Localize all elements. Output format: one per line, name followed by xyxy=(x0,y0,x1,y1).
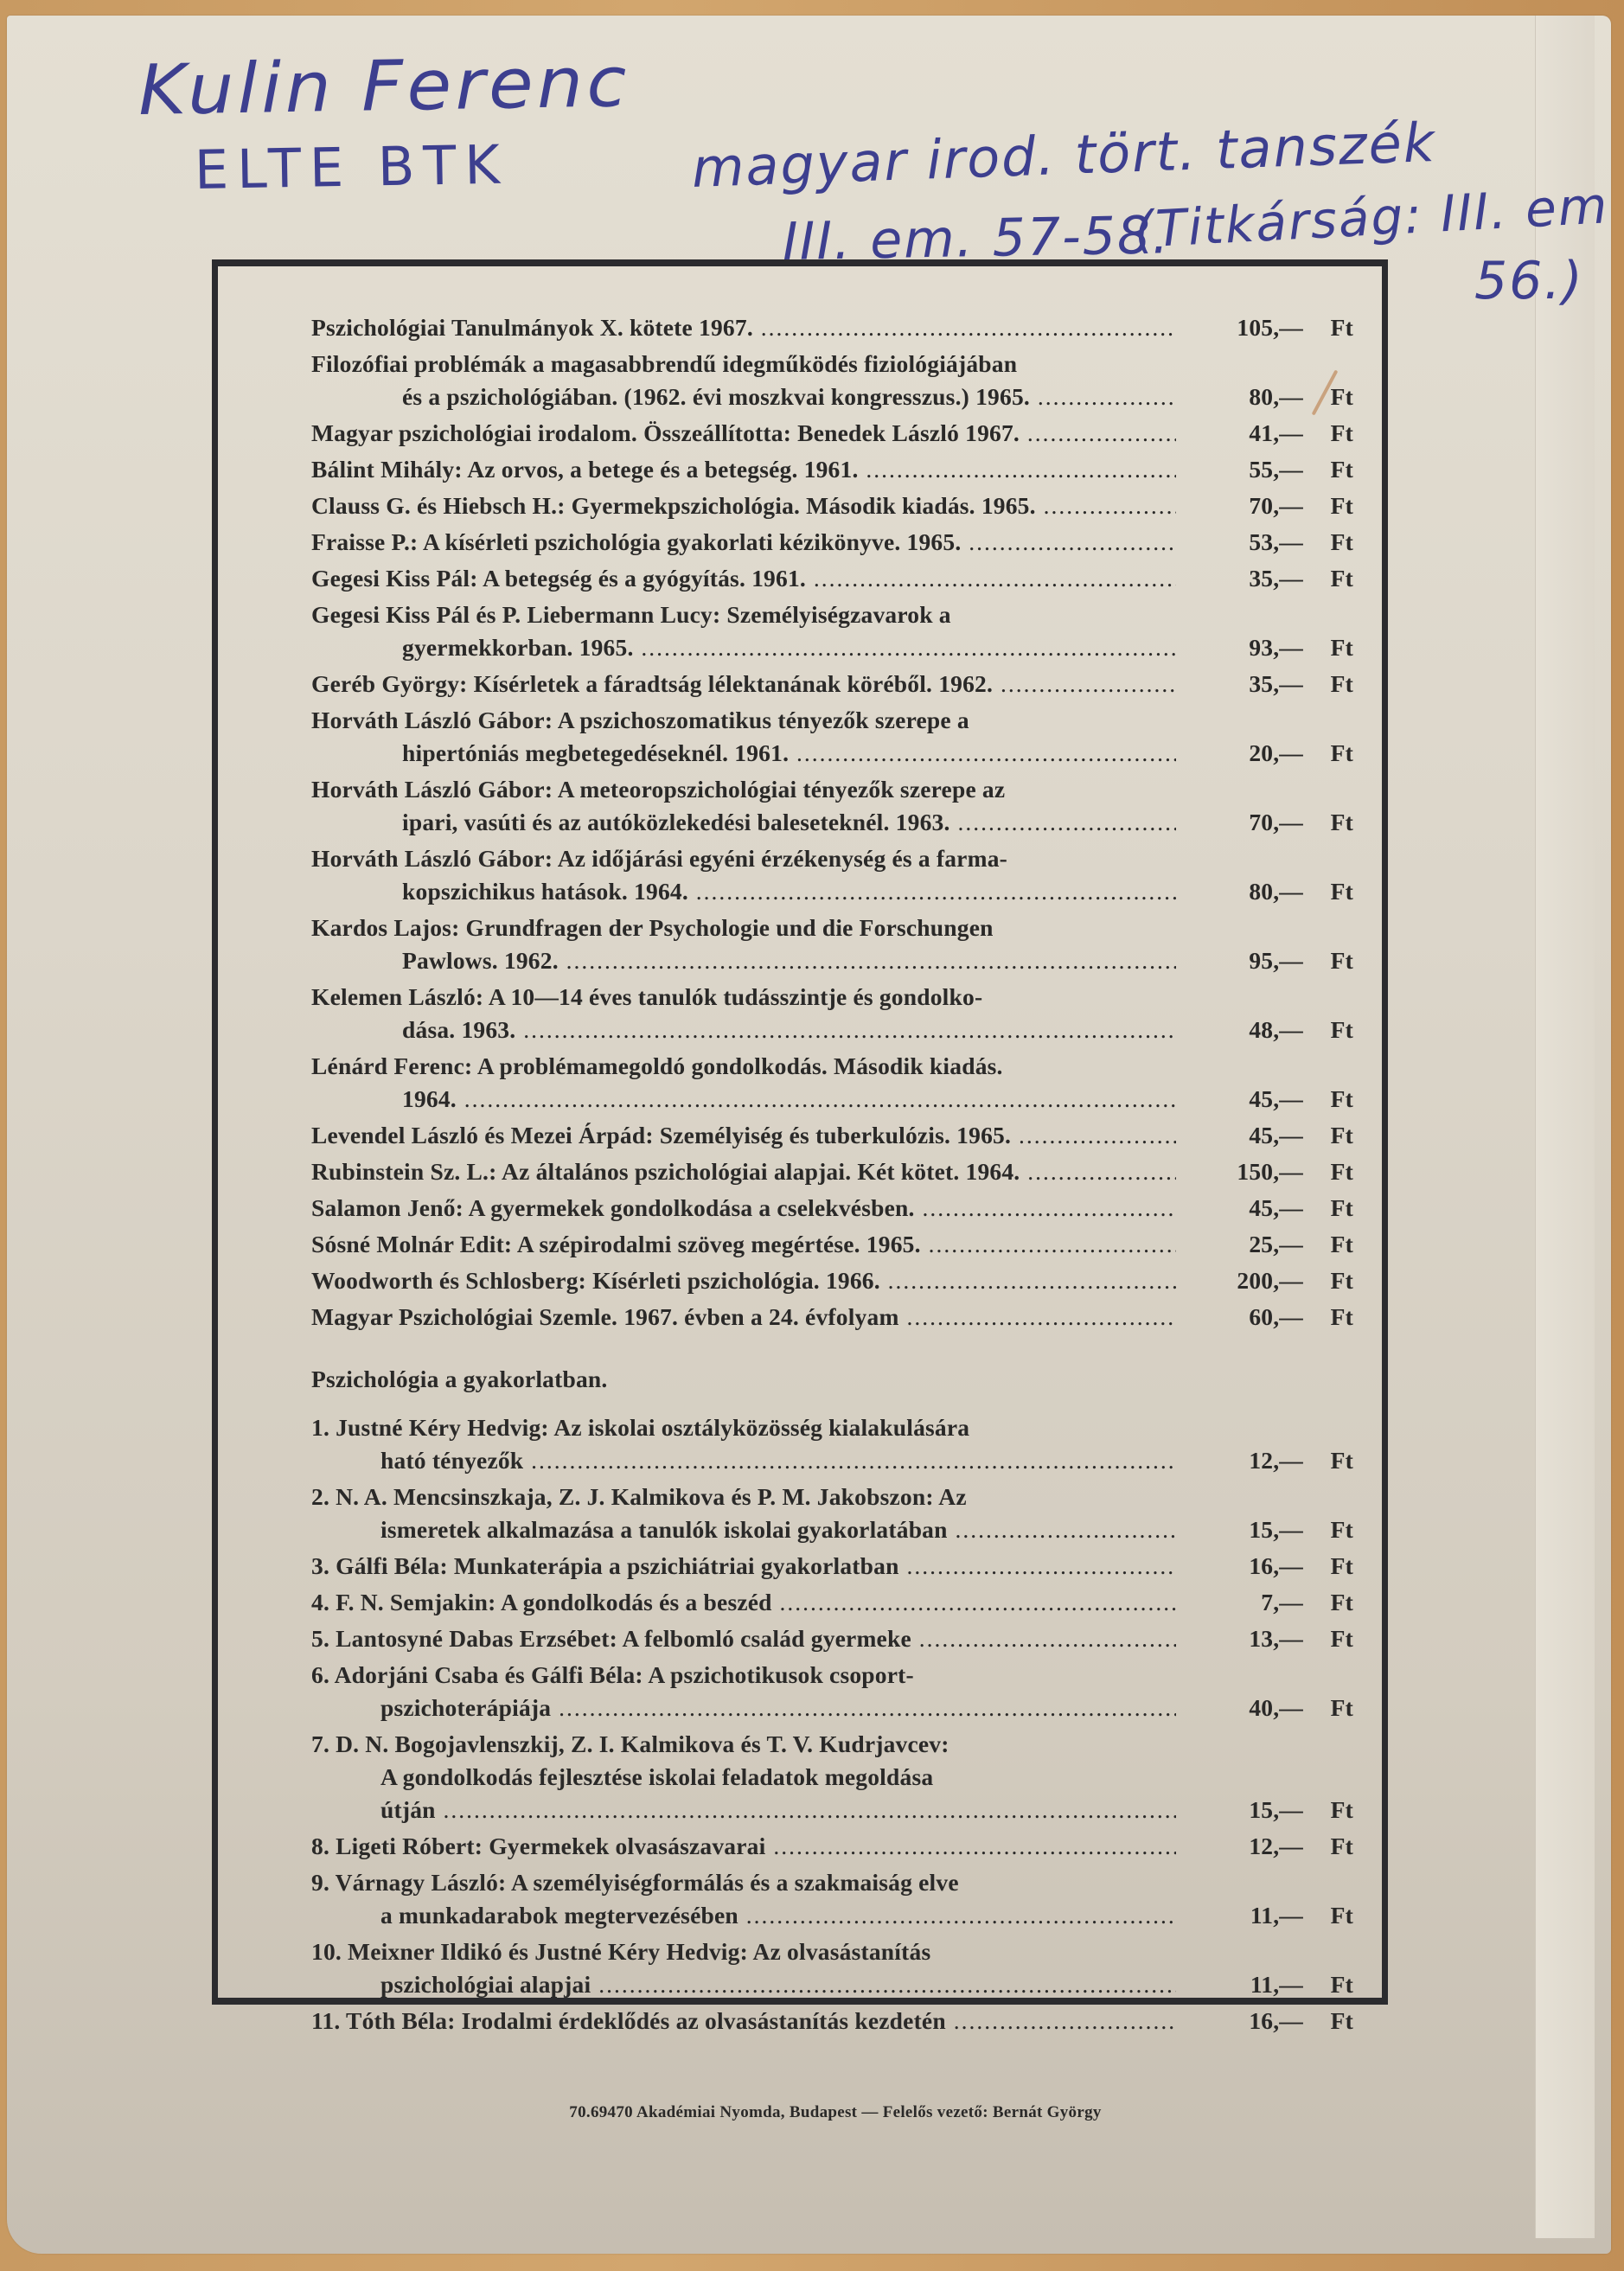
book-entry xyxy=(311,1192,1353,1225)
price-currency: Ft xyxy=(1330,1552,1353,1579)
series-entry xyxy=(311,1550,1353,1583)
entry-line: a munkadarabok megtervezésében ..... xyxy=(311,1899,1176,1932)
entry-line: Levendel László és Mezei Árpád: Személyiség és tuberkulózis. 1965. ..... xyxy=(311,1119,1176,1152)
price-amount: 20,— xyxy=(1249,739,1303,766)
price-amount: 11,— xyxy=(1250,1902,1303,1929)
book-entry xyxy=(311,981,1353,1046)
handwritten-room: III. em. 57-58. xyxy=(782,205,1171,272)
entry-title xyxy=(311,1301,1176,1334)
price-amount: 12,— xyxy=(1249,1447,1303,1474)
entry-price xyxy=(1176,1830,1353,1863)
price-currency: Ft xyxy=(1330,634,1353,661)
series-entry xyxy=(311,1622,1353,1655)
book-entry xyxy=(311,912,1353,977)
price-amount: 13,— xyxy=(1249,1625,1303,1652)
price-currency: Ft xyxy=(1330,419,1353,446)
book-entry xyxy=(311,598,1353,664)
price-amount: 25,— xyxy=(1249,1231,1303,1257)
entry-price xyxy=(1176,1155,1353,1188)
entry-price xyxy=(1176,489,1353,522)
entry-line: Salamon Jenő: A gyermekek gondolkodása a cselekvésben. ..... xyxy=(311,1192,1176,1225)
price-amount: 45,— xyxy=(1249,1085,1303,1112)
book-entry xyxy=(311,1228,1353,1261)
price-amount: 95,— xyxy=(1249,947,1303,974)
entry-price xyxy=(1176,381,1353,413)
price-currency: Ft xyxy=(1330,1267,1353,1294)
entry-line: ismeretek alkalmazása a tanulók iskolai gyakorlatában ..... xyxy=(311,1513,1176,1546)
price-amount: 12,— xyxy=(1249,1833,1303,1859)
entry-line: 6. Adorjáni Csaba és Gálfi Béla: A pszichotikusok csoport- xyxy=(311,1661,914,1688)
price-currency: Ft xyxy=(1330,1085,1353,1112)
price-amount: 105,— xyxy=(1237,314,1303,341)
entry-price xyxy=(1176,1444,1353,1477)
series-entry xyxy=(311,1866,1353,1932)
entry-title xyxy=(311,1411,1176,1477)
entry-line: útján ..... xyxy=(311,1794,1176,1826)
entry-price xyxy=(1176,1968,1353,2001)
price-currency: Ft xyxy=(1330,1303,1353,1330)
price-currency: Ft xyxy=(1330,2007,1353,2034)
price-currency: Ft xyxy=(1330,1231,1353,1257)
entry-line: Magyar Pszichológiai Szemle. 1967. évben a 24. évfolyam ..... xyxy=(311,1301,1176,1334)
entry-price xyxy=(1176,1586,1353,1619)
entry-title xyxy=(311,1622,1176,1655)
price-currency: Ft xyxy=(1330,314,1353,341)
price-currency: Ft xyxy=(1330,383,1353,410)
entry-title xyxy=(311,1728,1176,1826)
entry-price xyxy=(1176,1301,1353,1334)
book-entry xyxy=(311,417,1353,450)
entry-title xyxy=(311,1050,1176,1116)
entry-title xyxy=(311,2005,1176,2038)
price-amount: 45,— xyxy=(1249,1194,1303,1221)
price-currency: Ft xyxy=(1330,1016,1353,1043)
handwritten-name: Kulin Ferenc xyxy=(137,42,631,131)
entry-line: Horváth László Gábor: A pszichoszomatikus tényezők szerepe a xyxy=(311,707,969,733)
book-entry xyxy=(311,842,1353,908)
entry-price xyxy=(1176,1622,1353,1655)
price-amount: 80,— xyxy=(1249,878,1303,905)
printer-imprint: 70.69470 Akadémiai Nyomda, Budapest — Felelős vezető: Bernát György xyxy=(569,2103,1102,2121)
entry-title xyxy=(311,981,1176,1046)
entry-price xyxy=(1176,944,1353,977)
entry-line: 9. Várnagy László: A személyiségformálás és a szakmaiság elve xyxy=(311,1869,959,1896)
entry-line: pszichoterápiája ..... xyxy=(311,1692,1176,1724)
entry-line: hipertóniás megbetegedéseknél. 1961. ..... xyxy=(311,737,1176,770)
entry-line: Sósné Molnár Edit: A szépirodalmi szöveg megértése. 1965. ..... xyxy=(311,1228,1176,1261)
entry-title xyxy=(311,562,1176,595)
price-currency: Ft xyxy=(1330,1194,1353,1221)
series-entry xyxy=(311,1659,1353,1724)
entry-title xyxy=(311,1192,1176,1225)
book-entry xyxy=(311,668,1353,700)
entry-price xyxy=(1176,1014,1353,1046)
entry-price xyxy=(1176,737,1353,770)
entry-title xyxy=(311,1586,1176,1619)
price-currency: Ft xyxy=(1330,1971,1353,1998)
entry-line: Gegesi Kiss Pál: A betegség és a gyógyítás. 1961. ..... xyxy=(311,562,1176,595)
book-entry xyxy=(311,489,1353,522)
price-amount: 80,— xyxy=(1249,383,1303,410)
entry-title xyxy=(311,311,1176,344)
entry-title xyxy=(311,1228,1176,1261)
book-entry xyxy=(311,704,1353,770)
price-amount: 45,— xyxy=(1249,1122,1303,1148)
entry-price xyxy=(1176,875,1353,908)
book-list xyxy=(311,311,1353,1334)
entry-line: Kelemen László: A 10—14 éves tanulók tudásszintje és gondolko- xyxy=(311,983,983,1010)
price-amount: 35,— xyxy=(1249,565,1303,592)
series-entry xyxy=(311,1586,1353,1619)
handwritten-secretariat-note: (Titkárság: III. em xyxy=(1133,176,1610,259)
series-list xyxy=(311,1411,1353,2038)
series-entry xyxy=(311,1830,1353,1863)
book-entry xyxy=(311,773,1353,839)
book-catalog xyxy=(311,311,1353,2041)
handwritten-department: magyar irod. tört. tanszék xyxy=(690,110,1437,200)
book-entry xyxy=(311,526,1353,559)
price-currency: Ft xyxy=(1330,1694,1353,1721)
entry-title xyxy=(311,1481,1176,1546)
price-amount: 70,— xyxy=(1249,809,1303,835)
entry-title xyxy=(311,842,1176,908)
book-entry xyxy=(311,562,1353,595)
entry-price xyxy=(1176,1083,1353,1116)
entry-title xyxy=(311,668,1176,700)
price-currency: Ft xyxy=(1330,739,1353,766)
entry-price xyxy=(1176,562,1353,595)
entry-title xyxy=(311,1264,1176,1297)
price-amount: 16,— xyxy=(1249,2007,1303,2034)
price-amount: 11,— xyxy=(1250,1971,1303,1998)
entry-price xyxy=(1176,2005,1353,2038)
entry-line: Woodworth és Schlosberg: Kísérleti pszichológia. 1966. ..... xyxy=(311,1264,1176,1297)
entry-line: ható tényezők ..... xyxy=(311,1444,1176,1477)
book-entry xyxy=(311,311,1353,344)
entry-line: Gegesi Kiss Pál és P. Liebermann Lucy: Személyiségzavarok a xyxy=(311,601,951,628)
price-currency: Ft xyxy=(1330,1447,1353,1474)
entry-title xyxy=(311,417,1176,450)
entry-price xyxy=(1176,1794,1353,1826)
book-entry xyxy=(311,1119,1353,1152)
entry-title xyxy=(311,704,1176,770)
series-entry xyxy=(311,1728,1353,1826)
entry-title xyxy=(311,1550,1176,1583)
entry-line: és a pszichológiában. (1962. évi moszkvai kongresszus.) 1965. ..... xyxy=(311,381,1176,413)
entry-price xyxy=(1176,1192,1353,1225)
entry-line: 1. Justné Kéry Hedvig: Az iskolai osztályközösség kialakulására xyxy=(311,1414,970,1441)
price-currency: Ft xyxy=(1330,947,1353,974)
price-currency: Ft xyxy=(1330,1833,1353,1859)
entry-line: A gondolkodás fejlesztése iskolai feladatok megoldása xyxy=(380,1763,934,1790)
price-currency: Ft xyxy=(1330,1902,1353,1929)
entry-line: Kardos Lajos: Grundfragen der Psychologie und die Forschungen xyxy=(311,914,994,941)
entry-line: 1964. ..... xyxy=(311,1083,1176,1116)
entry-line: 3. Gálfi Béla: Munkaterápia a pszichiátriai gyakorlatban ..... xyxy=(311,1550,1176,1583)
price-amount: 15,— xyxy=(1249,1796,1303,1823)
entry-line: Lénárd Ferenc: A problémamegoldó gondolkodás. Második kiadás. xyxy=(311,1052,1003,1079)
price-currency: Ft xyxy=(1330,1516,1353,1543)
entry-line: pszichológiai alapjai ..... xyxy=(311,1968,1176,2001)
book-entry xyxy=(311,1050,1353,1116)
price-amount: 40,— xyxy=(1249,1694,1303,1721)
series-entry xyxy=(311,1411,1353,1477)
paper-fold-flap xyxy=(1535,16,1595,2238)
entry-line: kopszichikus hatások. 1964. ..... xyxy=(311,875,1176,908)
price-amount: 93,— xyxy=(1249,634,1303,661)
price-amount: 48,— xyxy=(1249,1016,1303,1043)
price-amount: 15,— xyxy=(1249,1516,1303,1543)
entry-price xyxy=(1176,1692,1353,1724)
entry-price xyxy=(1176,311,1353,344)
price-currency: Ft xyxy=(1330,1625,1353,1652)
handwritten-secretariat-room: 56.) xyxy=(1474,251,1584,311)
price-currency: Ft xyxy=(1330,1158,1353,1185)
entry-title xyxy=(311,1155,1176,1188)
entry-price xyxy=(1176,1550,1353,1583)
book-entry xyxy=(311,1301,1353,1334)
book-entry xyxy=(311,1155,1353,1188)
entry-line: 2. N. A. Mencsinszkaja, Z. J. Kalmikova és P. M. Jakobszon: Az xyxy=(311,1483,967,1510)
entry-title xyxy=(311,773,1176,839)
price-amount: 53,— xyxy=(1249,528,1303,555)
price-amount: 7,— xyxy=(1261,1589,1303,1615)
entry-line: Pawlows. 1962. ..... xyxy=(311,944,1176,977)
entry-title xyxy=(311,348,1176,413)
entry-line: Horváth László Gábor: A meteoropszichológiai tényezők szerepe az xyxy=(311,776,1006,803)
entry-title xyxy=(311,1866,1176,1932)
entry-title xyxy=(311,489,1176,522)
entry-title xyxy=(311,453,1176,486)
entry-price xyxy=(1176,1228,1353,1261)
price-currency: Ft xyxy=(1330,1589,1353,1615)
entry-title xyxy=(311,912,1176,977)
price-amount: 70,— xyxy=(1249,492,1303,519)
entry-line: Clauss G. és Hiebsch H.: Gyermekpszichológia. Második kiadás. 1965. ..... xyxy=(311,489,1176,522)
price-amount: 200,— xyxy=(1237,1267,1303,1294)
book-entry xyxy=(311,348,1353,413)
entry-line: 10. Meixner Ildikó és Justné Kéry Hedvig: Az olvasástanítás xyxy=(311,1938,931,1965)
price-amount: 55,— xyxy=(1249,456,1303,483)
series-entry xyxy=(311,1481,1353,1546)
entry-line: Geréb György: Kísérletek a fáradtság lélektanának köréből. 1962. ..... xyxy=(311,668,1176,700)
price-amount: 150,— xyxy=(1237,1158,1303,1185)
entry-title xyxy=(311,1830,1176,1863)
entry-price xyxy=(1176,631,1353,664)
series-entry xyxy=(311,1935,1353,2001)
entry-price xyxy=(1176,1119,1353,1152)
entry-title xyxy=(311,598,1176,664)
entry-line: Horváth László Gábor: Az időjárási egyéni érzékenység és a farma- xyxy=(311,845,1008,872)
entry-price xyxy=(1176,453,1353,486)
price-currency: Ft xyxy=(1330,565,1353,592)
price-currency: Ft xyxy=(1330,878,1353,905)
entry-price xyxy=(1176,668,1353,700)
price-amount: 60,— xyxy=(1249,1303,1303,1330)
price-currency: Ft xyxy=(1330,492,1353,519)
entry-price xyxy=(1176,1513,1353,1546)
entry-line: Bálint Mihály: Az orvos, a betege és a betegség. 1961. ..... xyxy=(311,453,1176,486)
price-currency: Ft xyxy=(1330,456,1353,483)
entry-title xyxy=(311,1659,1176,1724)
handwritten-institution: ELTE BTK xyxy=(194,132,509,202)
price-amount: 35,— xyxy=(1249,670,1303,697)
book-entry xyxy=(311,1264,1353,1297)
entry-title xyxy=(311,1119,1176,1152)
series-title: Pszichológia a gyakorlatban. xyxy=(311,1366,608,1392)
price-currency: Ft xyxy=(1330,809,1353,835)
entry-line: 4. F. N. Semjakin: A gondolkodás és a beszéd ..... xyxy=(311,1586,1176,1619)
entry-line: 8. Ligeti Róbert: Gyermekek olvasászavarai ..... xyxy=(311,1830,1176,1863)
entry-line: gyermekkorban. 1965. ..... xyxy=(311,631,1176,664)
price-currency: Ft xyxy=(1330,1122,1353,1148)
entry-price xyxy=(1176,417,1353,450)
entry-price xyxy=(1176,1264,1353,1297)
price-currency: Ft xyxy=(1330,528,1353,555)
entry-line: Magyar pszichológiai irodalom. Összeállította: Benedek László 1967. ..... xyxy=(311,417,1176,450)
entry-title xyxy=(311,526,1176,559)
entry-line: dása. 1963. ..... xyxy=(311,1014,1176,1046)
price-currency: Ft xyxy=(1330,670,1353,697)
book-entry xyxy=(311,453,1353,486)
price-currency: Ft xyxy=(1330,1796,1353,1823)
entry-price xyxy=(1176,806,1353,839)
entry-line: Filozófiai problémák a magasabbrendű idegműködés fiziológiájában xyxy=(311,350,1018,377)
entry-line: ipari, vasúti és az autóközlekedési baleseteknél. 1963. ..... xyxy=(311,806,1176,839)
entry-line: Rubinstein Sz. L.: Az általános pszichológiai alapjai. Két kötet. 1964. ..... xyxy=(311,1155,1176,1188)
entry-price xyxy=(1176,1899,1353,1932)
series-entry xyxy=(311,2005,1353,2038)
price-amount: 41,— xyxy=(1249,419,1303,446)
entry-line: 11. Tóth Béla: Irodalmi érdeklődés az olvasástanítás kezdetén ..... xyxy=(311,2005,1176,2038)
entry-line: 5. Lantosyné Dabas Erzsébet: A felbomló család gyermeke ..... xyxy=(311,1622,1176,1655)
entry-line: Pszichológiai Tanulmányok X. kötete 1967. ..... xyxy=(311,311,1176,344)
entry-line: 7. D. N. Bogojavlenszkij, Z. I. Kalmikova és T. V. Kudrjavcev: xyxy=(311,1730,949,1757)
entry-price xyxy=(1176,526,1353,559)
price-amount: 16,— xyxy=(1249,1552,1303,1579)
entry-line: Fraisse P.: A kísérleti pszichológia gyakorlati kézikönyve. 1965. ..... xyxy=(311,526,1176,559)
entry-title xyxy=(311,1935,1176,2001)
